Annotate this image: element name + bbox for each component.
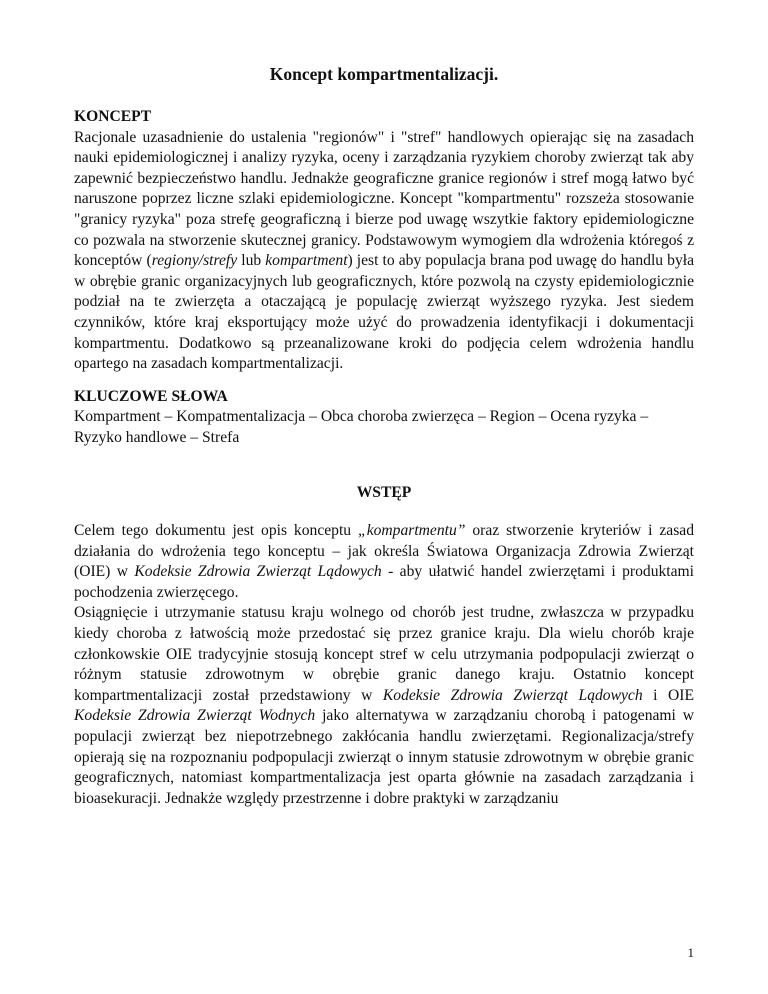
concept-italic-regions: regiony/strefy: [151, 252, 238, 270]
intro-p1-text-a: Celem tego dokumentu jest opis konceptu: [74, 522, 359, 540]
concept-italic-compartment: kompartment: [265, 252, 348, 270]
intro-p2-italic-water-code: Kodeksie Zdrowia Zwierząt Wodnych: [74, 707, 316, 725]
page-number: 1: [687, 945, 694, 960]
intro-p2-text-b: i OIE: [642, 686, 695, 704]
intro-p1-italic-compartment: „kompartmentu”: [358, 522, 466, 540]
concept-paragraph: [74, 128, 694, 375]
intro-p2-italic-land-code: Kodeksie Zdrowia Zwierząt Lądowych: [382, 686, 643, 704]
intro-p2-text-c: jako alternatywa w zarządzaniu chorobą i patogenami w populacji zwierząt bez niepotrzebnego zakłócania handlu zwierzętami. Regionalizacja/strefy opierają się na rozpoznaniu podpopulacji zwierząt o innym statusie zdrowotnym w obrębie granic geograficznych, natomiast kompartmentalizacja jest oparta głównie na zasadach zarządzania i bioasekuracji. Jednakże względy przestrzenne i dobre praktyki w zarządzaniu: [74, 707, 694, 807]
section-heading-keywords: KLUCZOWE SŁOWA: [74, 387, 228, 405]
keywords-paragraph: Kompartment – Kompatmentalizacja – Obca choroba zwierzęca – Region – Ocena ryzyka – Ryzyko handlowe – Strefa: [74, 408, 649, 446]
section-heading-concept: KONCEPT: [74, 108, 152, 125]
section-heading-intro: WSTĘP: [356, 483, 412, 501]
document-body: [74, 107, 694, 809]
document-title: Koncept kompartmentalizacji.: [269, 64, 499, 84]
intro-paragraph-1: [74, 521, 694, 603]
intro-p1-text-c: - aby ułatwić handel zwierzętami i produktami pochodzenia zwierzęcego.: [74, 563, 695, 601]
concept-text-start: Racjonale uzasadnienie do ustalenia "regionów" i "stref" handlowych opierając się na zasadach nauki epidemiologicznej i analizy ryzyka, oceny i zarządzania ryzykiem choroby zwierząt tak aby zapewnić bezpieczeństwo handlu. Jednakże geograficzne granice regionów i stref mogą łatwo być naruszone poprzez liczne szlaki epidemiologiczne. Koncept "kompartmentu" rozszeża stosowanie "granicy ryzyka" poza strefę geograficzną i bierze pod uwagę wszytkie faktory epidemiologiczne co pozwala na stworzenie skutecznej granicy. Podstawowym wymogiem dla wdrożenia któregoś z konceptów (: [74, 128, 694, 270]
intro-p1-text-b: oraz stworzenie kryteriów i zasad działania do wdrożenia tego konceptu – jak określa Światowa Organizacja Zdrowia Zwierząt (OIE) w: [74, 522, 694, 581]
concept-text-end: ) jest to aby populacja brana pod uwagę do handlu była w obrębie granic organizacyjnych lub geograficznych, które pozwolą na czysty epidemiologicznie podział na te zwierzęta a otaczającą je populację zwierząt wyższego ryzyka. Jest siedem czynników, które kraj eksportujący może użyć do prowadzenia identyfikacji i dokumentacji kompartmentu. Dodatkowo są przeanalizowane kroki do podjęcia celem wdrożenia handlu opartego na zasadach kompartmentalizacji.: [74, 252, 694, 373]
concept-text-mid: lub: [237, 252, 266, 270]
intro-paragraph-2: [74, 603, 694, 809]
intro-p1-italic-code: Kodeksie Zdrowia Zwierząt Lądowych: [134, 563, 382, 581]
intro-p2-text-a: Osiągnięcie i utrzymanie statusu kraju wolnego od chorób jest trudne, zwłaszcza w przypadku kiedy choroba z łatwością może przedostać się przez granice kraju. Dla wielu chorób kraje członkowskie OIE tradycyjnie stosują koncept stref w celu utrzymania podpopulacji zwierząt o różnym statusie zdrowotnym w obrębie granic danego kraju. Ostatnio koncept kompartmentalizacji został przedstawiony w: [74, 604, 694, 704]
